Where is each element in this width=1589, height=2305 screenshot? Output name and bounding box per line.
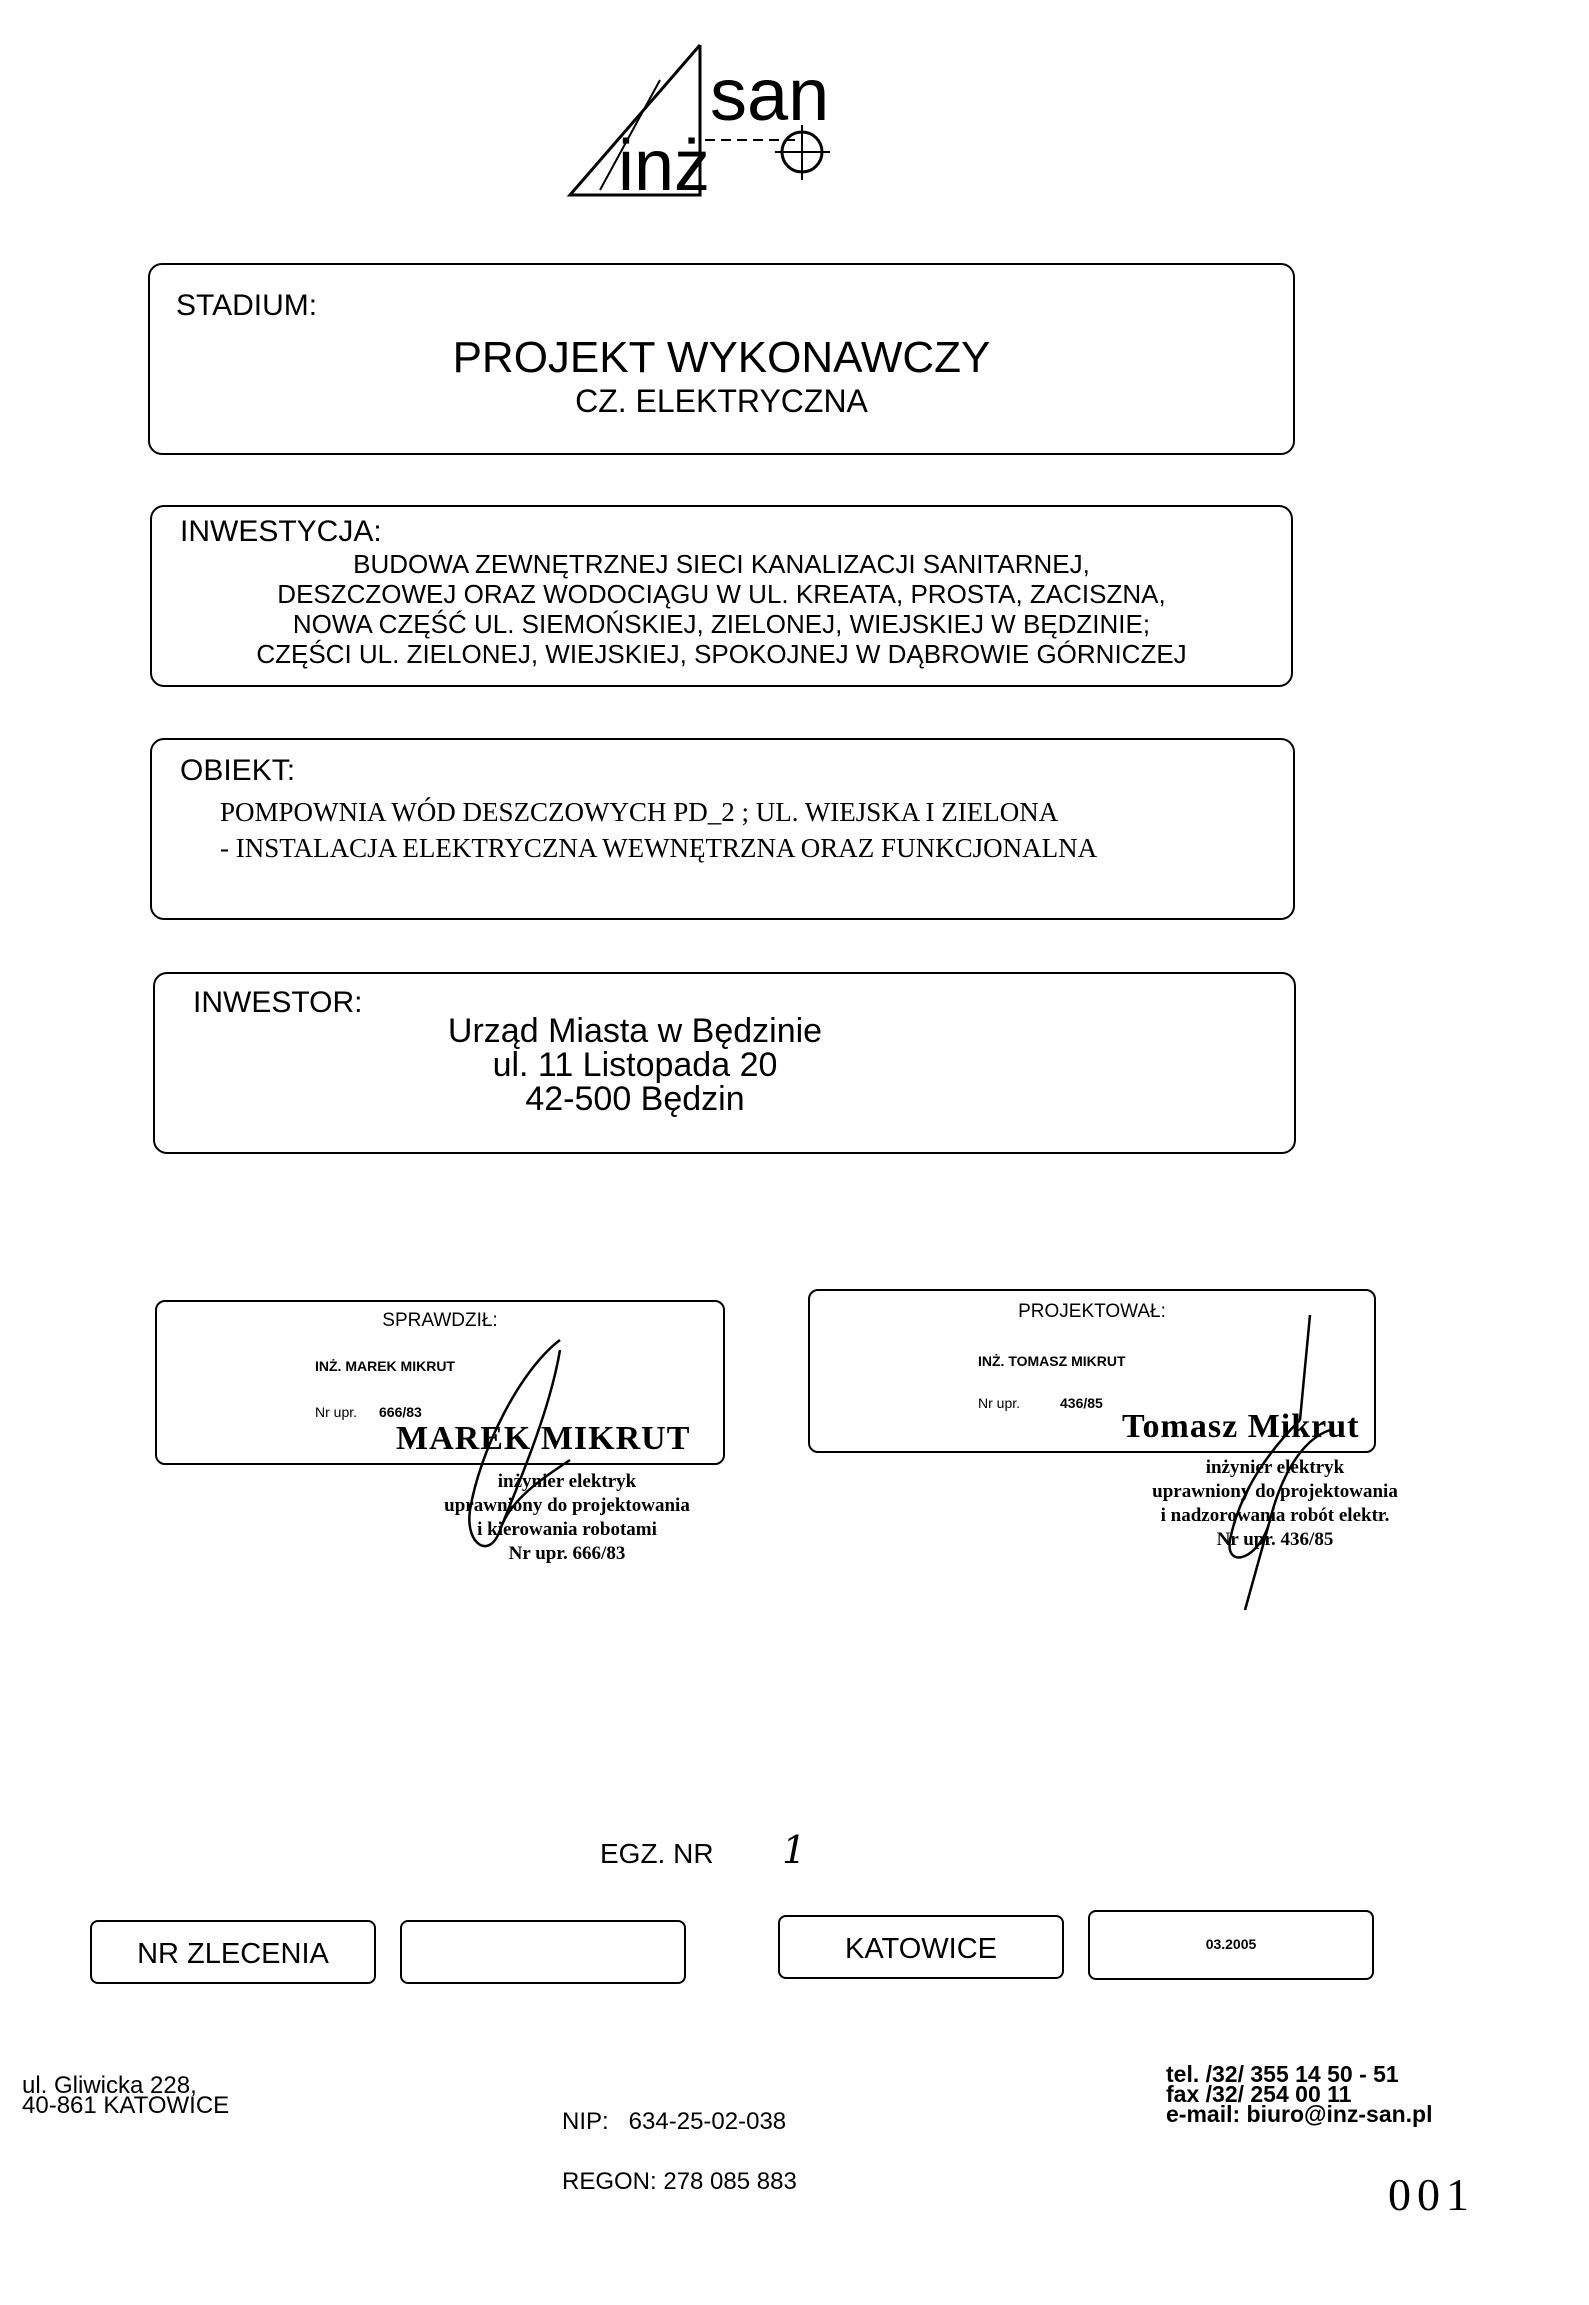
- projektowal-name: INŻ. TOMASZ MIKRUT: [978, 1353, 1126, 1369]
- footer-contact-line: tel. /32/ 355 14 50 - 51: [1166, 2061, 1399, 2087]
- page-number: 001: [1388, 2169, 1475, 2220]
- inwestor-text: [365, 1014, 905, 1116]
- projektowal-label: PROJEKTOWAŁ:: [1018, 1301, 1166, 1322]
- sprawdzil-stamp-line: Nr upr. 666/83: [508, 1543, 626, 1564]
- projektowal-stamp-lines: [1110, 1456, 1440, 1552]
- inwestor-label: INWESTOR:: [193, 986, 363, 1019]
- inwestycja-line: BUDOWA ZEWNĘTRZNEJ SIECI KANALIZACJI SANITARNEJ,: [353, 549, 1090, 579]
- sprawdzil-stamp-name: MAREK MIKRUT: [396, 1420, 691, 1457]
- inwestycja-line: NOWA CZĘŚĆ UL. SIEMOŃSKIEJ, ZIELONEJ, WIEJSKIEJ W BĘDZINIE;: [292, 609, 1151, 639]
- footer-contact-line: e-mail: biuro@inz-san.pl: [1166, 2101, 1433, 2127]
- stadium-label: STADIUM:: [176, 289, 318, 322]
- sprawdzil-stamp-line: uprawniony do projektowania: [444, 1495, 690, 1516]
- nr-zlecenia-value-box: [400, 1920, 686, 1984]
- obiekt-label: OBIEKT:: [180, 754, 296, 787]
- projektowal-stamp-name: Tomasz Mikrut: [1122, 1408, 1360, 1445]
- date-box: [1088, 1910, 1374, 1980]
- inwestor-line: Urząd Miasta w Będzinie: [447, 1012, 823, 1050]
- footer-address-line: ul. Gliwicka 228,: [22, 2072, 197, 2099]
- inwestor-box: [153, 972, 1296, 1154]
- sprawdzil-permit-value: 666/83: [379, 1404, 422, 1420]
- stadium-subtitle: CZ. ELEKTRYCZNA: [575, 383, 868, 419]
- date-value: 03.2005: [1205, 1936, 1257, 1952]
- nr-zlecenia-box: [90, 1920, 376, 1984]
- projektowal-permit-label: Nr upr.: [978, 1395, 1021, 1411]
- city-label: KATOWICE: [845, 1933, 997, 1965]
- sprawdzil-stamp-line: i kierowania robotami: [477, 1519, 657, 1540]
- stadium-title: PROJEKT WYKONAWCZY: [452, 333, 991, 382]
- footer-tax-line: NIP: 634-25-02-038: [562, 2108, 787, 2135]
- obiekt-text: [220, 794, 1097, 866]
- inwestor-line: 42-500 Będzin: [525, 1080, 745, 1118]
- city-box: [778, 1915, 1064, 1979]
- projektowal-stamp-line: i nadzorowania robót elektr.: [1160, 1505, 1390, 1526]
- inwestycja-line: CZĘŚCI UL. ZIELONEJ, WIEJSKIEJ, SPOKOJNEJ W DĄBROWIE GÓRNICZEJ: [256, 639, 1187, 669]
- footer-contact-line: fax /32/ 254 00 11: [1166, 2081, 1352, 2107]
- projektowal-stamp-line: uprawniony do projektowania: [1152, 1481, 1398, 1502]
- sprawdzil-name: INŻ. MAREK MIKRUT: [315, 1358, 455, 1374]
- footer-address: [22, 2072, 230, 2119]
- footer-tax-line: REGON: 278 085 883: [562, 2168, 797, 2195]
- projektowal-stamp-line: Nr upr. 436/85: [1216, 1529, 1334, 1550]
- logo-top-text: san: [710, 53, 830, 136]
- sprawdzil-stamp-lines: [402, 1470, 732, 1566]
- inwestycja-label: INWESTYCJA:: [180, 515, 382, 548]
- obiekt-box: [150, 738, 1295, 920]
- footer-address-line: 40-861 KATOWICE: [22, 2092, 230, 2119]
- stadium-box: [148, 263, 1295, 455]
- footer-contact: [1166, 2061, 1433, 2127]
- company-logo: [560, 40, 860, 210]
- obiekt-line: POMPOWNIA WÓD DESZCZOWYCH PD_2 ; UL. WIEJSKA I ZIELONA: [220, 797, 1059, 827]
- sprawdzil-stamp-line: inżynier elektryk: [497, 1471, 637, 1492]
- inwestor-line: ul. 11 Listopada 20: [492, 1046, 778, 1084]
- inwestycja-box: [150, 505, 1293, 687]
- inwestycja-text: [152, 549, 1291, 669]
- egz-value: 1: [782, 1828, 807, 1872]
- footer-tax: [562, 2072, 797, 2212]
- sprawdzil-permit-label: Nr upr.: [315, 1404, 358, 1420]
- nr-zlecenia-label: NR ZLECENIA: [137, 1938, 329, 1970]
- inwestycja-line: DESZCZOWEJ ORAZ WODOCIĄGU W UL. KREATA, PROSTA, ZACISZNA,: [277, 579, 1166, 609]
- projektowal-stamp-line: inżynier elektryk: [1205, 1457, 1345, 1478]
- obiekt-line: - INSTALACJA ELEKTRYCZNA WEWNĘTRZNA ORAZ FUNKCJONALNA: [220, 833, 1098, 863]
- projektowal-permit-value: 436/85: [1060, 1395, 1103, 1411]
- egz-label: EGZ. NR: [600, 1838, 714, 1869]
- sprawdzil-label: SPRAWDZIŁ:: [382, 1310, 498, 1331]
- logo-bottom-text: inż: [618, 126, 711, 206]
